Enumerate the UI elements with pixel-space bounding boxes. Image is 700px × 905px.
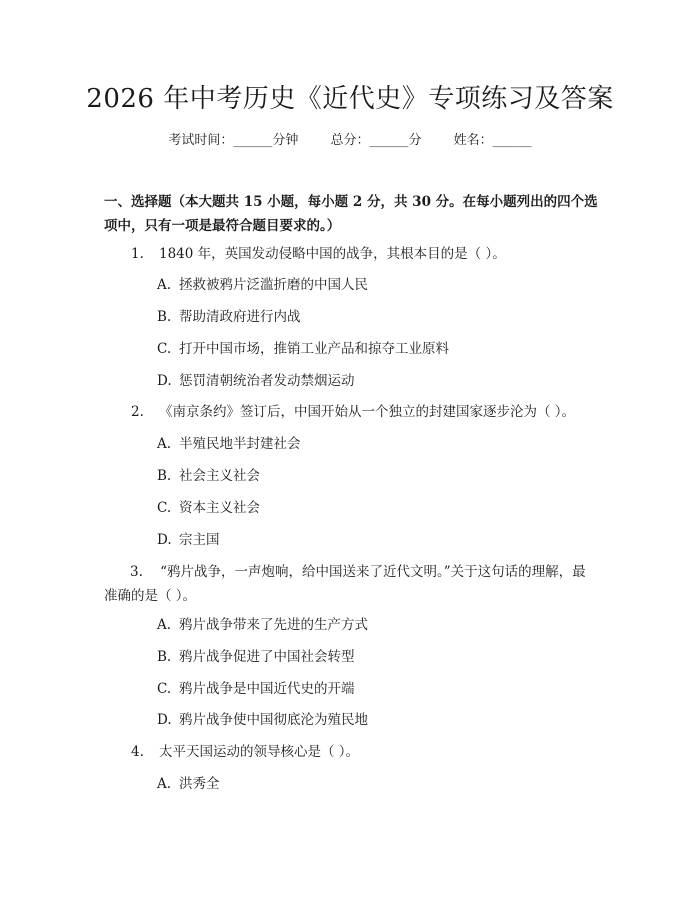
option-2b: B. 社会主义社会 xyxy=(157,468,260,484)
name-field: 姓名：______ xyxy=(453,133,532,148)
question-number: 2. xyxy=(131,404,144,420)
option-1b: B. 帮助清政府进行内战 xyxy=(157,309,301,325)
question-2 xyxy=(131,401,575,423)
question-text: 太平天国运动的领导核心是（ ）。 xyxy=(159,744,360,760)
total-score-field: 总分：______分 xyxy=(330,133,422,148)
option-3d: D. 鸦片战争使中国彻底沦为殖民地 xyxy=(157,712,368,728)
question-4 xyxy=(131,741,359,763)
exam-info-line xyxy=(0,131,700,151)
question-3 xyxy=(104,560,598,608)
option-2d: D. 宗主国 xyxy=(157,532,220,548)
option-1c: C. 打开中国市场，推销工业产品和掠夺工业原料 xyxy=(157,341,449,357)
question-number: 3. xyxy=(130,564,143,580)
page-title: 2026 年中考历史《近代史》专项练习及答案 xyxy=(86,84,614,114)
option-1d: D. 惩罚清朝统治者发动禁烟运动 xyxy=(157,373,355,389)
option-2c: C. 资本主义社会 xyxy=(157,500,260,516)
question-number: 4. xyxy=(131,744,144,760)
question-number: 1. xyxy=(131,246,144,262)
section-heading: 一、选择题（本大题共 15 小题，每小题 2 分，共 30 分。在每小题列出的四个选项中，只有一项是最符合题目要求的。） xyxy=(104,194,598,234)
option-1a: A. 拯救被鸦片泛滥折磨的中国人民 xyxy=(157,277,368,293)
option-3c: C. 鸦片战争是中国近代史的开端 xyxy=(157,681,355,697)
question-text: 《南京条约》签订后，中国开始从一个独立的封建国家逐步沦为（ ）。 xyxy=(159,404,576,420)
question-text: 1840 年，英国发动侵略中国的战争，其根本目的是（ ）。 xyxy=(159,246,506,262)
option-3a: A. 鸦片战争带来了先进的生产方式 xyxy=(157,617,368,633)
exam-time-field: 考试时间：______分钟 xyxy=(168,133,299,148)
option-4a: A. 洪秀全 xyxy=(157,776,220,792)
question-text: “鸦片战争，一声炮响，给中国送来了近代文明。”关于这句话的理解，最准确的是（ ）。 xyxy=(104,564,586,604)
option-3b: B. 鸦片战争促进了中国社会转型 xyxy=(157,649,355,665)
question-1 xyxy=(131,243,506,265)
option-2a: A. 半殖民地半封建社会 xyxy=(157,436,301,452)
